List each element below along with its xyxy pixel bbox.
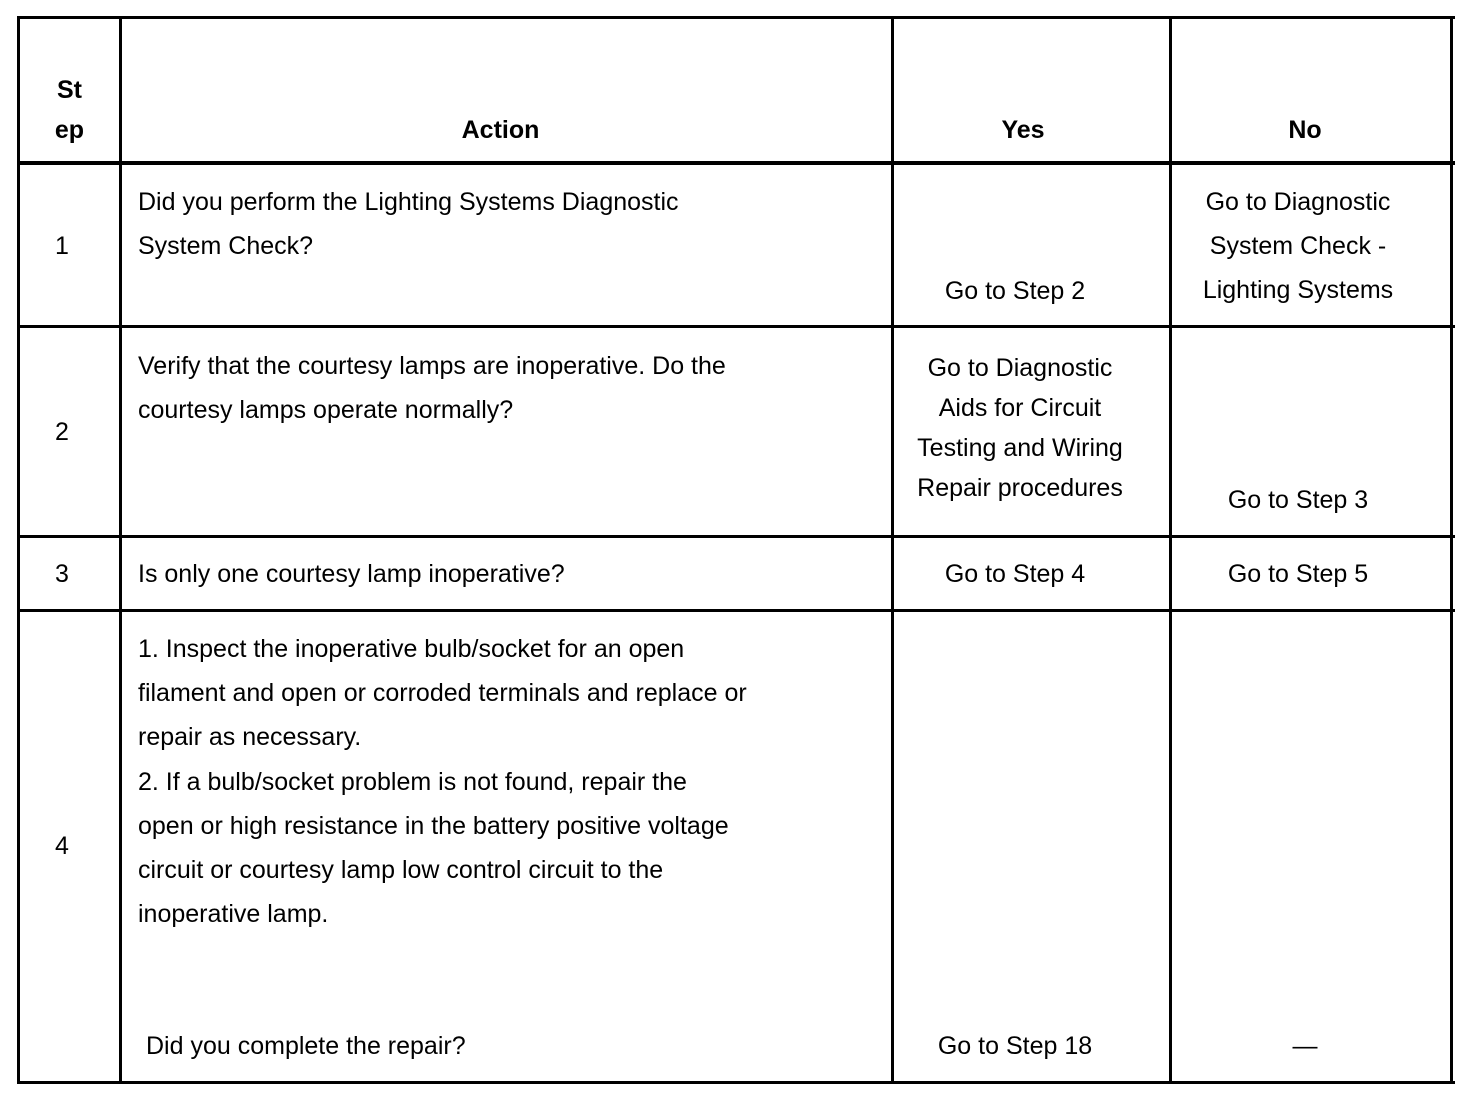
- column-divider: [1169, 16, 1172, 1084]
- table-border-top: [17, 16, 1455, 19]
- yes-result: Go to Step 4: [944, 560, 1086, 588]
- row-divider: [17, 325, 1455, 328]
- action-text: Is only one courtesy lamp inoperative?: [138, 560, 565, 588]
- no-result: Go to Step 5: [1227, 560, 1369, 588]
- row-divider: [17, 535, 1455, 538]
- no-result: Go to Diagnostic System Check - Lighting Systems: [1202, 188, 1394, 304]
- column-divider: [119, 16, 122, 1084]
- step-number: 2: [55, 418, 69, 446]
- yes-result: Go to Step 18: [937, 1032, 1093, 1060]
- action-item-1: 1. Inspect the inoperative bulb/socket for an open filament and open or corroded terminals and replace or repair as necessary.: [138, 635, 747, 751]
- row-divider: [17, 609, 1455, 612]
- yes-result: Go to Step 2: [944, 277, 1086, 305]
- step-number: 3: [55, 560, 69, 588]
- no-result: —: [1292, 1032, 1318, 1060]
- step-number: 1: [55, 232, 69, 260]
- table-border-right: [1450, 16, 1453, 1084]
- header-no: No: [1288, 116, 1322, 144]
- header-step: St ep: [54, 76, 85, 144]
- header-action: Action: [461, 116, 540, 144]
- action-text: Verify that the courtesy lamps are inoperative. Do the courtesy lamps operate normally?: [138, 352, 726, 424]
- header-yes: Yes: [1001, 116, 1045, 144]
- no-result: Go to Step 3: [1227, 486, 1369, 514]
- action-text: Did you perform the Lighting Systems Diagnostic System Check?: [138, 188, 679, 260]
- header-divider: [17, 161, 1455, 165]
- yes-result: Go to Diagnostic Aids for Circuit Testing and Wiring Repair procedures: [917, 354, 1123, 502]
- step-number: 4: [55, 832, 69, 860]
- action-item-2: 2. If a bulb/socket problem is not found, repair the open or high resistance in the battery positive voltage circuit or courtesy lamp low control circuit to the inoperative lamp.: [138, 768, 729, 928]
- table-border-left: [17, 16, 20, 1084]
- table-border-bottom: [17, 1081, 1455, 1084]
- column-divider: [891, 16, 894, 1084]
- action-question: Did you complete the repair?: [146, 1032, 466, 1060]
